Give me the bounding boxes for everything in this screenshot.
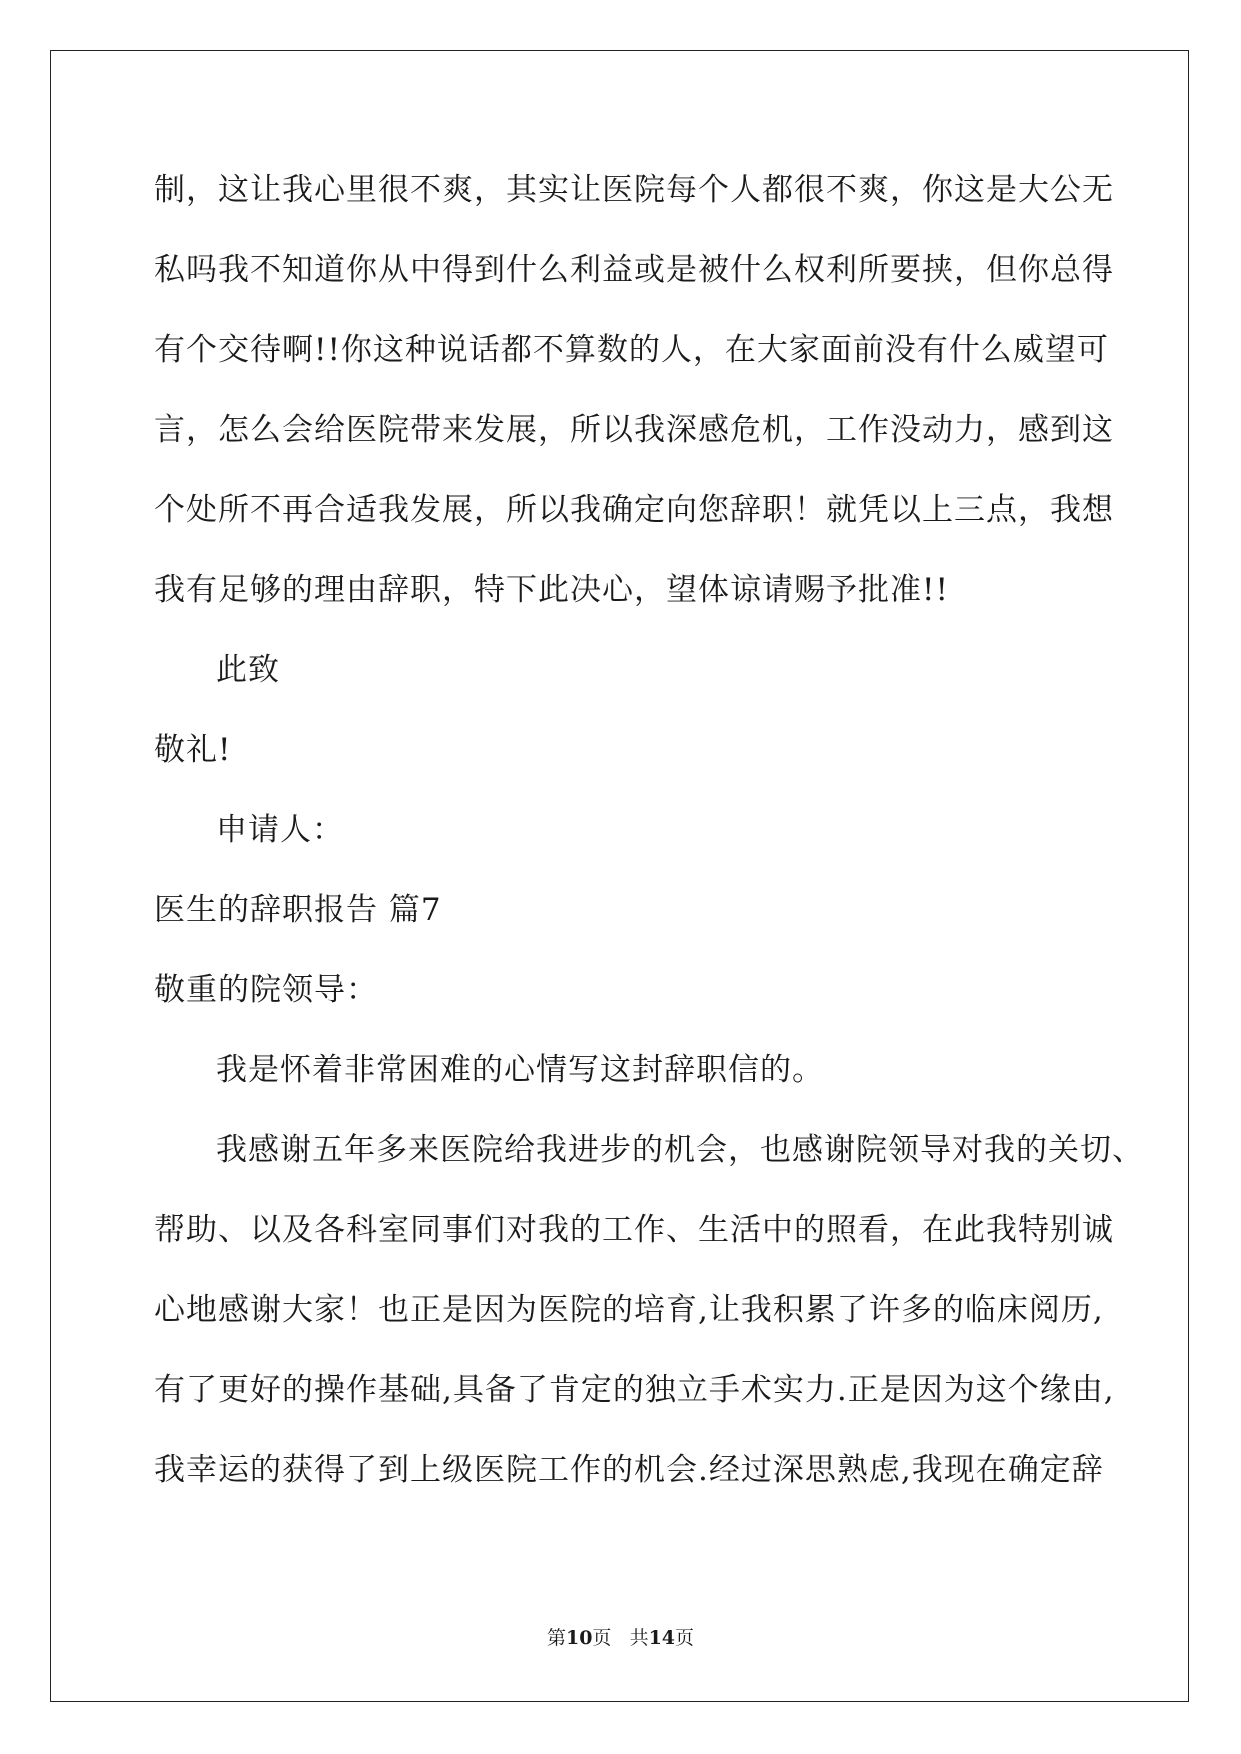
body-line-6: 我有足够的理由辞职，特下此决心，望体谅请赐予批准!! xyxy=(154,572,949,608)
body-line-2: 私吗我不知道你从中得到什么利益或是被什么权利所要挟，但你总得 xyxy=(154,252,1114,288)
body-line-3: 有个交待啊!!你这种说话都不算数的人，在大家面前没有什么威望可 xyxy=(154,332,1109,368)
total-page-count: 14 xyxy=(648,1627,676,1649)
body-line-10: 心地感谢大家！也正是因为医院的培育,让我积累了许多的临床阅历, xyxy=(154,1292,1104,1328)
footer-prefix: 第 xyxy=(546,1627,566,1649)
body-line-4: 言，怎么会给医院带来发展，所以我深感危机，工作没动力，感到这 xyxy=(154,412,1114,448)
body-line-9: 帮助、以及各科室同事们对我的工作、生活中的照看，在此我特别诚 xyxy=(154,1212,1114,1248)
page-footer xyxy=(0,1626,1241,1650)
footer-total-suffix: 页 xyxy=(675,1627,695,1649)
body-line-7: 我是怀着非常困难的心情写这封辞职信的。 xyxy=(216,1052,824,1088)
body-line-12: 我幸运的获得了到上级医院工作的机会.经过深思熟虑,我现在确定辞 xyxy=(154,1452,1104,1488)
footer-total-prefix: 共 xyxy=(629,1627,649,1649)
closing-regards: 敬礼! xyxy=(154,732,232,768)
body-line-5: 个处所不再合适我发展，所以我确定向您辞职！就凭以上三点，我想 xyxy=(154,492,1114,528)
body-line-11: 有了更好的操作基础,具备了肯定的独立手术实力.正是因为这个缘由, xyxy=(154,1372,1115,1408)
section-title: 医生的辞职报告 篇7 xyxy=(154,892,442,928)
footer-page-suffix: 页 xyxy=(592,1627,612,1649)
current-page-number: 10 xyxy=(565,1627,593,1649)
closing-salutation: 此致 xyxy=(216,652,280,688)
body-line-8: 我感谢五年多来医院给我进步的机会，也感谢院领导对我的关切、 xyxy=(216,1132,1144,1168)
applicant-label: 申请人： xyxy=(216,812,344,848)
letter-greeting: 敬重的院领导： xyxy=(154,972,378,1008)
body-line-1: 制，这让我心里很不爽，其实让医院每个人都很不爽，你这是大公无 xyxy=(154,172,1114,208)
